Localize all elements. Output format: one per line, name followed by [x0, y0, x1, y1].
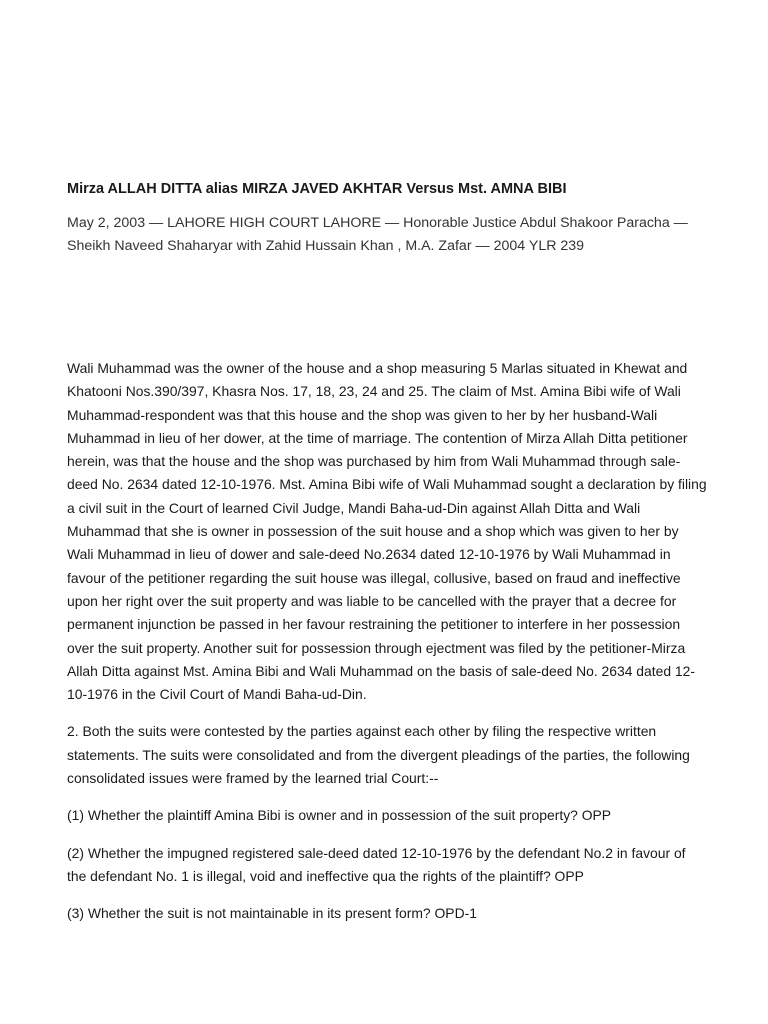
case-metadata: May 2, 2003 — LAHORE HIGH COURT LAHORE — Honorable Justice Abdul Shakoor Paracha — Sheikh Naveed Shaharyar with Zahid Hussain Khan , M.A. Zafar — 2004 YLR 239 [67, 215, 688, 254]
paragraph-consolidation: 2. Both the suits were contested by the parties against each other by filing the respective written statements. The suits were consolidated and from the divergent pleadings of the parties, the following consolidated issues were framed by the learned trial Court:-- [67, 723, 690, 787]
issue-1: (1) Whether the plaintiff Amina Bibi is owner and in possession of the suit property? OPP [67, 807, 612, 824]
issue-3: (3) Whether the suit is not maintainable in its present form? OPD-1 [67, 905, 477, 922]
issue-2: (2) Whether the impugned registered sale-deed dated 12-10-1976 by the defendant No.2 in favour of the defendant No. 1 is illegal, void and ineffective qua the rights of the plaintiff? OPP [67, 844, 686, 884]
case-title: Mirza ALLAH DITTA alias MIRZA JAVED AKHTAR Versus Mst. AMNA BIBI [67, 181, 567, 197]
paragraph-facts: Wali Muhammad was the owner of the house and a shop measuring 5 Marlas situated in Khewat and Khatooni Nos.390/397, Khasra Nos. 17, 18, 23, 24 and 25. The claim of Mst. Amina Bibi wife of Wali Muhammad-respondent was that this house and the shop was given to her by her husband-Wali Muhammad in lieu of her dower, at the time of marriage. The contention of Mirza Allah Ditta petitioner herein, was that the house and the shop was purchased by him from Wali Muhammad through sale-deed No. 2634 dated 12-10-1976. Mst. Amina Bibi wife of Wali Muhammad sought a declaration by filing a civil suit in the Court of learned Civil Judge, Mandi Baha-ud-Din against Allah Ditta and Wali Muhammad that she is owner in possession of the suit house and a shop which was given to her by Wali Muhammad in lieu of dower and sale-deed No.2634 dated 12-10-1976 by Wali Muhammad in favour of the petitioner regarding the suit house was illegal, collusive, based on fraud and ineffective upon her right over the suit property and was liable to be cancelled with the prayer that a decree for permanent injunction be passed in her favour restraining the petitioner to interfere in her possession over the suit property. Another suit for possession through ejectment was filed by the petitioner-Mirza Allah Ditta against Mst. Amina Bibi and Wali Muhammad on the basis of sale-deed No. 2634 dated 12-10-1976 in the Civil Court of Mandi Baha-ud-Din. [67, 360, 707, 703]
judgment-body [67, 357, 707, 940]
